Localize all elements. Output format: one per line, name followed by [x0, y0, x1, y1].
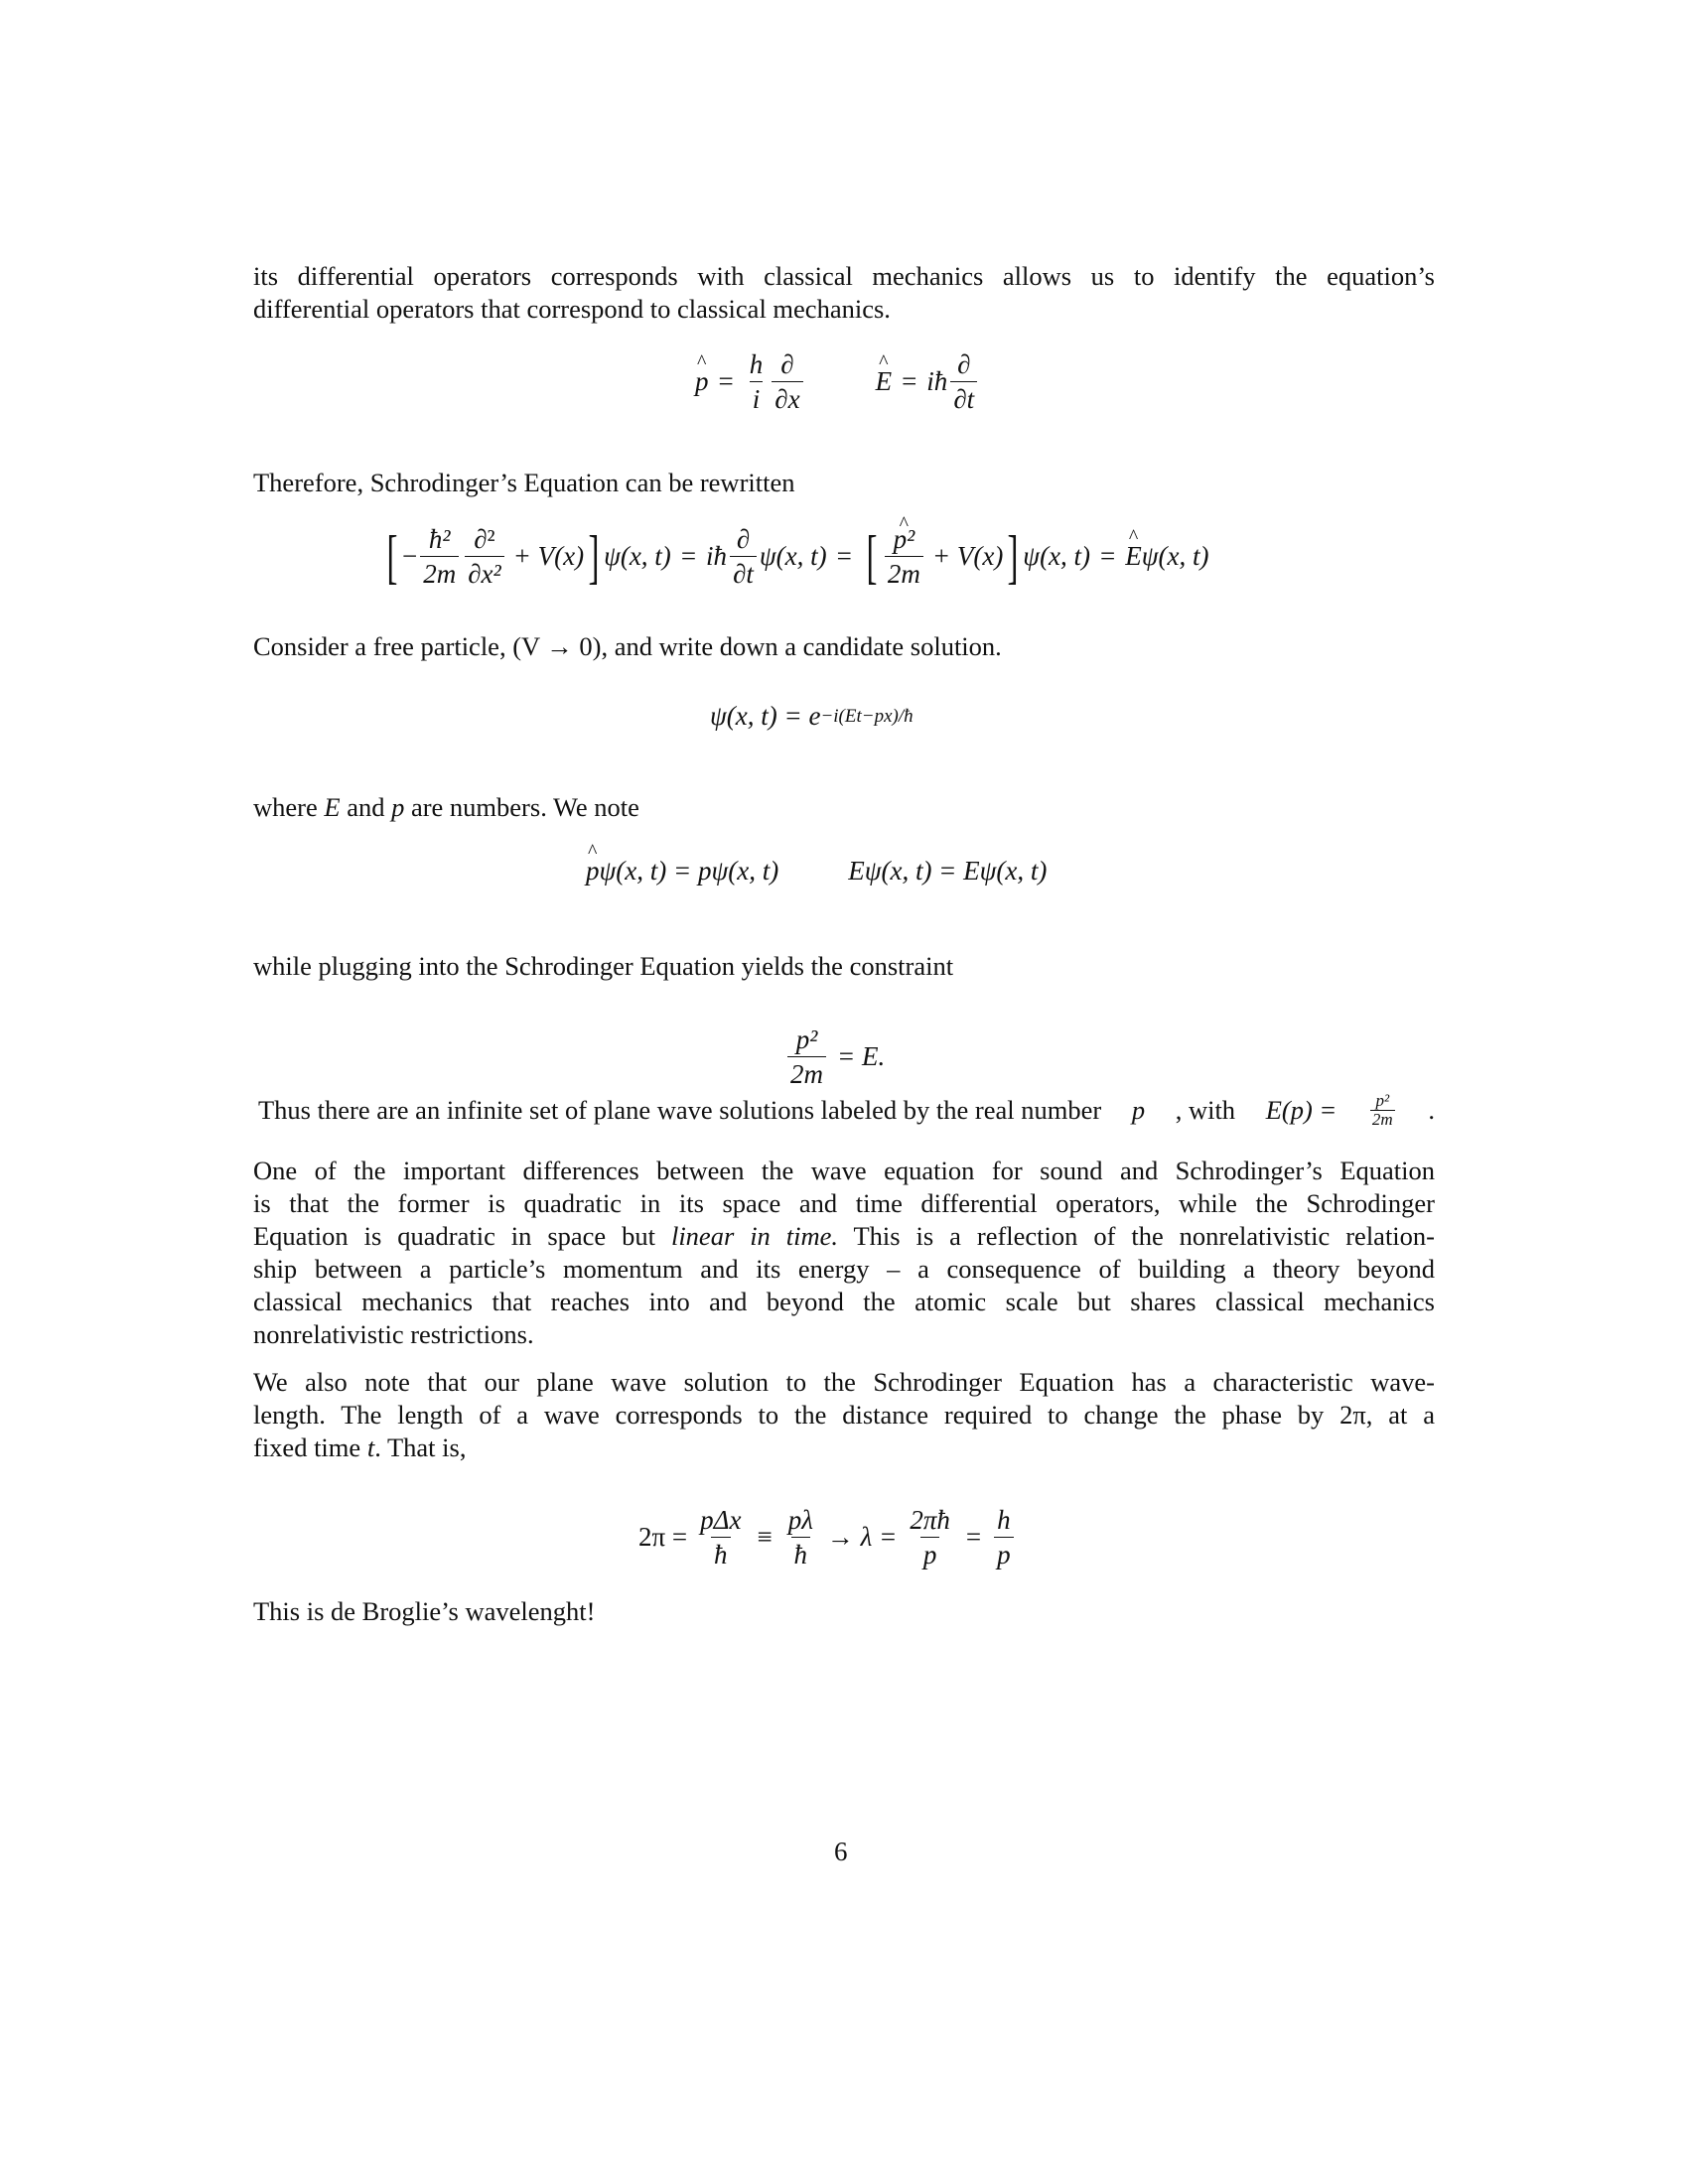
- page-number: 6: [834, 1837, 848, 1866]
- left-bracket: [: [866, 523, 878, 590]
- text-line: One of the important differences between the wave equation for sound and Schrodinger’s Equation: [253, 1156, 1435, 1185]
- right-bracket: ]: [1007, 523, 1019, 590]
- text-line: its differential operators corresponds with classical mechanics allows us to identify the equation’s: [253, 261, 1435, 291]
- fraction: $\frac{2\pi ħ}{p}$: [910, 1505, 950, 1570]
- fraction: $\frac{\partial}{\partial x}$: [772, 349, 802, 414]
- fraction: $\frac{h}{i}$: [749, 349, 764, 414]
- candidate-solution-equation: ψ(x, t) = e −i(Et−px)/ħ: [710, 701, 914, 731]
- eigenvalue-equations: ^ p ψ(x, t) = pψ(x, t) Eψ(x, t) = Eψ(x, t): [586, 856, 1047, 887]
- equals-sign: =: [718, 366, 734, 396]
- equals-sign: =: [902, 366, 917, 396]
- where-text: where E and p are numbers. We note: [253, 792, 639, 822]
- fraction: ^ $\frac{\text{p²}}{2m}$: [885, 524, 923, 589]
- constraint-equation: $\frac{\text{p²}}{2m}$ = E.: [784, 1024, 885, 1089]
- text-line: length. The length of a wave corresponds to the distance required to change the phase by 2π, at a: [253, 1400, 1435, 1430]
- E-hat-symbol: ^ E: [876, 366, 893, 397]
- fraction: $\frac{\partial}{\partial t}$: [950, 349, 977, 414]
- text-line: We also note that our plane wave solution to the Schrodinger Equation has a characteristic wave-: [253, 1367, 1435, 1397]
- text-line: Equation is quadratic in space but linear in time. This is a reflection of the nonrelativistic relation-: [253, 1221, 1435, 1251]
- thus-text: Thus there are an infinite set of plane wave solutions labeled by the real number p , with E(p) = $\frac{\text{p²}}{2m}$ .: [258, 1091, 1435, 1129]
- fraction: $\frac{\text{ħ²}}{2m}$: [420, 524, 459, 589]
- fraction: $\frac{\partial}{\partial t}$: [730, 524, 757, 589]
- right-bracket: ]: [588, 523, 600, 590]
- conclusion-text: This is de Broglie’s wavelenght!: [253, 1596, 596, 1626]
- fraction: $\frac{\text{pΔx}}{ħ}$: [700, 1505, 742, 1570]
- fraction: $\frac{\text{p²}}{2m}$: [1371, 1091, 1393, 1129]
- text-line: classical mechanics that reaches into and beyond the atomic scale but shares classical mechanics: [253, 1287, 1435, 1316]
- intro-paragraph: [253, 260, 1435, 326]
- p-hat-symbol: ^ p: [695, 366, 709, 397]
- left-bracket: [: [386, 523, 398, 590]
- text-line: fixed time t. That is,: [253, 1433, 467, 1462]
- schrodinger-equation: [ − $\frac{\text{ħ²}}{2m}$ $\frac{\text{∂²}}{\text{∂x²}}$ + V(x) ] ψ(x, t) = iħ $\frac{\partial}{\partial t}$ ψ(x, t) = [ ^ $\frac{\text{p²}}{2m}$ + V(x) ] ψ(x, t) = ^ E ψ(x, t): [382, 524, 1209, 589]
- fraction: $\frac{p\lambda}{ħ}$: [787, 1505, 813, 1570]
- text-line: is that the former is quadratic in its space and time differential operators, while the Schrodinger: [253, 1188, 1435, 1218]
- while-text: while plugging into the Schrodinger Equation yields the constraint: [253, 951, 954, 981]
- text-line: ship between a particle’s momentum and its energy – a consequence of building a theory beyond: [253, 1254, 1435, 1284]
- consider-text: Consider a free particle, (V → 0), and write down a candidate solution.: [253, 631, 1002, 661]
- de-broglie-equation: 2π = $\frac{\text{pΔx}}{ħ}$ ≡ $\frac{p\lambda}{ħ}$ → λ = $\frac{2\pi ħ}{p}$ = $\frac{h}{p}$: [638, 1505, 1017, 1570]
- fraction: $\frac{h}{p}$: [994, 1505, 1014, 1570]
- operator-equation: ^ p = $\frac{h}{i}$ $\frac{\partial}{\partial x}$ ^ E = iħ $\frac{\partial}{\partial t}$: [695, 349, 980, 414]
- therefore-text: Therefore, Schrodinger’s Equation can be rewritten: [253, 468, 795, 497]
- fraction: $\frac{\text{∂²}}{\text{∂x²}}$: [465, 524, 503, 589]
- fraction: $\frac{\text{p²}}{2m}$: [787, 1024, 826, 1089]
- wavelength-paragraph: [253, 1366, 1435, 1464]
- text-line: nonrelativistic restrictions.: [253, 1319, 534, 1349]
- text-line: differential operators that correspond to classical mechanics.: [253, 294, 891, 324]
- differences-paragraph: [253, 1155, 1435, 1351]
